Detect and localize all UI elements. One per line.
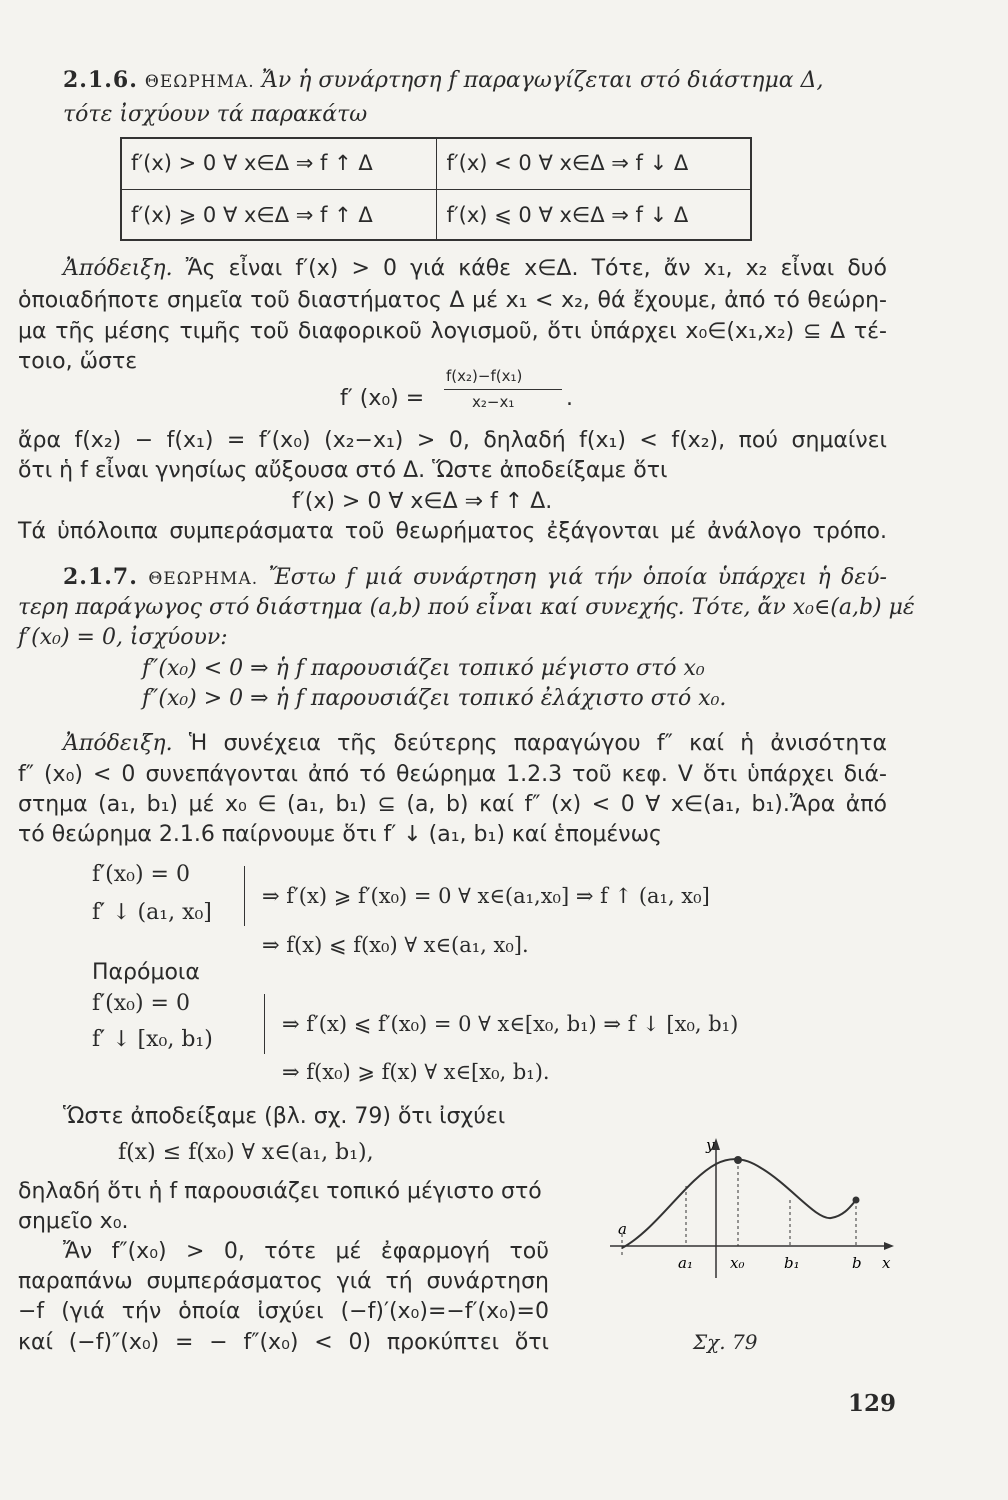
proof-text: Ἡ συνέχεια τῆς δεύτερης παραγώγου f″ καί ἡ ἀνισότητα — [188, 731, 888, 756]
proof-text: f″ (x₀) < 0 συνεπάγονται ἀπό τό θεώρημα 1.2.3 τοῦ κεφ. V ὅτι ὑπάρχει διά- — [18, 762, 887, 787]
theorem-number: 2.1.7. — [63, 564, 138, 590]
y-axis-label: y — [706, 1136, 715, 1154]
proof-text: Ὥστε ἀποδείξαμε (βλ. σχ. 79) ὅτι ἰσχύει — [63, 1104, 506, 1129]
system-2-result: ⇒ f′(x) ⩽ f′(x₀) = 0 ∀ x∈[x₀, b₁) ⇒ f ↓ [x₀, b₁) — [282, 1012, 739, 1036]
proof-1-line — [18, 427, 887, 455]
system-1-eq-a: f′(x₀) = 0 — [92, 862, 190, 887]
system-2-eq-b: f′ ↓ [x₀, b₁) — [92, 1027, 213, 1052]
proof-1-line — [18, 518, 887, 546]
right-brace — [236, 866, 245, 926]
table-cell: f′(x) ⩾ 0 ∀ x∈Δ ⇒ f ↑ Δ — [121, 189, 437, 241]
theorem-statement: Ἄν ἡ συνάρτηση f παραγωγίζεται στό διάστημα Δ, — [261, 68, 824, 93]
mvt-denominator: x₂−x₁ — [472, 393, 515, 411]
page-number: 129 — [848, 1390, 897, 1417]
tick-label-a: a — [618, 1220, 627, 1238]
proof-2-line — [63, 1238, 549, 1266]
figure-79 — [606, 1130, 896, 1290]
proof-text: καί (−f)″(x₀) = − f″(x₀) < 0) προκύπτει ὅτι — [18, 1330, 549, 1355]
proof-text: μα τῆς μέσης τιμῆς τοῦ διαφορικοῦ λογισμοῦ, ὅτι ὑπάρχει x₀∈(x₁,x₂) ⊆ Δ τέ- — [18, 319, 887, 344]
x-axis-arrow — [884, 1242, 894, 1250]
inequality-result: f(x) ≤ f(x₀) ∀ x∈(a₁, b₁), — [118, 1140, 374, 1165]
table-cell: f′(x) ⩽ 0 ∀ x∈Δ ⇒ f ↓ Δ — [436, 189, 752, 241]
theorem-2-line — [18, 594, 915, 622]
proof-1-line — [18, 287, 887, 315]
proof-text: παραπάνω συμπεράσματος γιά τή συνάρτηση — [18, 1269, 549, 1294]
similarly-text: Παρόμοια — [92, 960, 200, 985]
proof-2-line — [18, 761, 887, 789]
theorem-2-1-7-heading — [63, 563, 887, 593]
theorem-statement-cont: τότε ἰσχύουν τά παρακάτω — [63, 102, 368, 127]
theorem-case-max: f″(x₀) < 0 ⇒ ἡ f παρουσιάζει τοπικό μέγιστο στό x₀ — [142, 656, 705, 681]
table-cell: f′(x) > 0 ∀ x∈Δ ⇒ f ↑ Δ — [121, 138, 437, 190]
theorem-2-1-6-heading — [63, 66, 824, 96]
proof-1-line — [18, 318, 887, 346]
mvt-formula-lhs: f′ (x₀) = — [340, 386, 425, 411]
proof-text: στημα (a₁, b₁) μέ x₀ ∈ (a₁, b₁) ⊆ (a, b) καί f″ (x) < 0 ∀ x∈(a₁, b₁).Ἄρα ἀπό — [18, 792, 887, 817]
function-curve — [622, 1159, 856, 1248]
proof-1-line — [63, 255, 887, 283]
proof-2-line — [18, 1329, 549, 1357]
proof-text: Ἄς εἶναι f′(x) > 0 γιά κάθε x∈Δ. Τότε, ἄν x₁, x₂ εἶναι δυό — [185, 256, 887, 281]
x-axis-label: x — [882, 1254, 891, 1272]
theorem-statement: τερη παράγωγος στό διάστημα (a,b) πού εἶναι καί συνεχής. Τότε, ἄν x₀∈(a,b) μέ — [18, 595, 915, 620]
tick-label-b: b — [852, 1254, 862, 1272]
proof-text: τό θεώρημα 2.1.6 παίρνουμε ὅτι f′ ↓ (a₁, b₁) καί ἑπομένως — [18, 822, 662, 847]
period: . — [566, 386, 573, 411]
proof-2-line — [18, 1298, 549, 1326]
table-row — [121, 189, 752, 241]
system-1-eq-b: f′ ↓ (a₁, x₀] — [92, 900, 212, 925]
theorem-table — [120, 137, 752, 241]
mvt-numerator: f(x₂)−f(x₁) — [446, 367, 523, 385]
tick-label-a1: a₁ — [678, 1254, 693, 1272]
theorem-case-min: f″(x₀) > 0 ⇒ ἡ f παρουσιάζει τοπικό ἐλάχιστο στό x₀. — [142, 686, 727, 711]
proof-text: −f (γιά τήν ὁποία ἰσχύει (−f)′(x₀)=−f′(x₀)=0 — [18, 1299, 549, 1324]
proof-text: ὁποιαδήποτε σημεῖα τοῦ διαστήματος Δ μέ x₁ < x₂, θά ἔχουμε, ἀπό τό θεώρη- — [18, 288, 887, 313]
proof-text: δηλαδή ὅτι ἡ f παρουσιάζει τοπικό μέγιστο στό — [18, 1179, 542, 1204]
proof-2-line — [18, 1268, 549, 1296]
theorem-statement: f′(x₀) = 0, ἰσχύουν: — [18, 625, 228, 650]
table-row — [121, 138, 752, 190]
proof-text: Ἄν f″(x₀) > 0, τότε μέ ἐφαρμογή τοῦ — [63, 1239, 549, 1264]
theorem-statement: Ἔστω f μιά συνάρτηση γιά τήν ὁποία ὑπάρχει ἡ δεύ- — [268, 565, 887, 590]
fraction-bar — [444, 389, 562, 390]
proof-text: ἄρα f(x₂) − f(x₁) = f′(x₀) (x₂−x₁) > 0, δηλαδή f(x₁) < f(x₂), πού σημαίνει — [18, 428, 887, 453]
right-brace — [256, 994, 265, 1054]
proof-text: ὅτι ἡ f εἶναι γνησίως αὔξουσα στό Δ. Ὥστε ἀποδείξαμε ὅτι — [18, 458, 668, 483]
figure-caption: Σχ. 79 — [693, 1330, 758, 1354]
proof-2-line — [18, 791, 887, 819]
system-1-result: ⇒ f(x) ⩽ f(x₀) ∀ x∈(a₁, x₀]. — [262, 933, 529, 957]
system-1-result: ⇒ f′(x) ⩾ f′(x₀) = 0 ∀ x∈(a₁,x₀] ⇒ f ↑ (a₁, x₀] — [262, 884, 710, 908]
system-2-eq-a: f′(x₀) = 0 — [92, 991, 190, 1016]
table-cell: f′(x) < 0 ∀ x∈Δ ⇒ f ↓ Δ — [436, 138, 752, 190]
proof-text: σημεῖο x₀. — [18, 1209, 129, 1234]
tick-label-x0: x₀ — [730, 1254, 745, 1272]
proof-2-line — [63, 730, 887, 758]
proof-label: Ἀπόδειξη. — [63, 256, 173, 281]
proof-label: Ἀπόδειξη. — [63, 731, 173, 756]
system-2-result: ⇒ f(x₀) ⩾ f(x) ∀ x∈[x₀, b₁). — [282, 1060, 550, 1084]
theorem-number: 2.1.6. — [63, 67, 138, 93]
theorem-label: ΘΕΩΡΗΜΑ. — [148, 569, 259, 589]
proof-conclusion: f′(x) > 0 ∀ x∈Δ ⇒ f ↑ Δ. — [292, 489, 553, 514]
tick-label-b1: b₁ — [784, 1254, 800, 1272]
proof-text: Τά ὑπόλοιπα συμπεράσματα τοῦ θεωρήματος ἐξάγονται μέ ἀνάλογο τρόπο. — [18, 519, 887, 544]
proof-text: τοιο, ὥστε — [18, 349, 138, 374]
theorem-label: ΘΕΩΡΗΜΑ. — [144, 72, 255, 92]
